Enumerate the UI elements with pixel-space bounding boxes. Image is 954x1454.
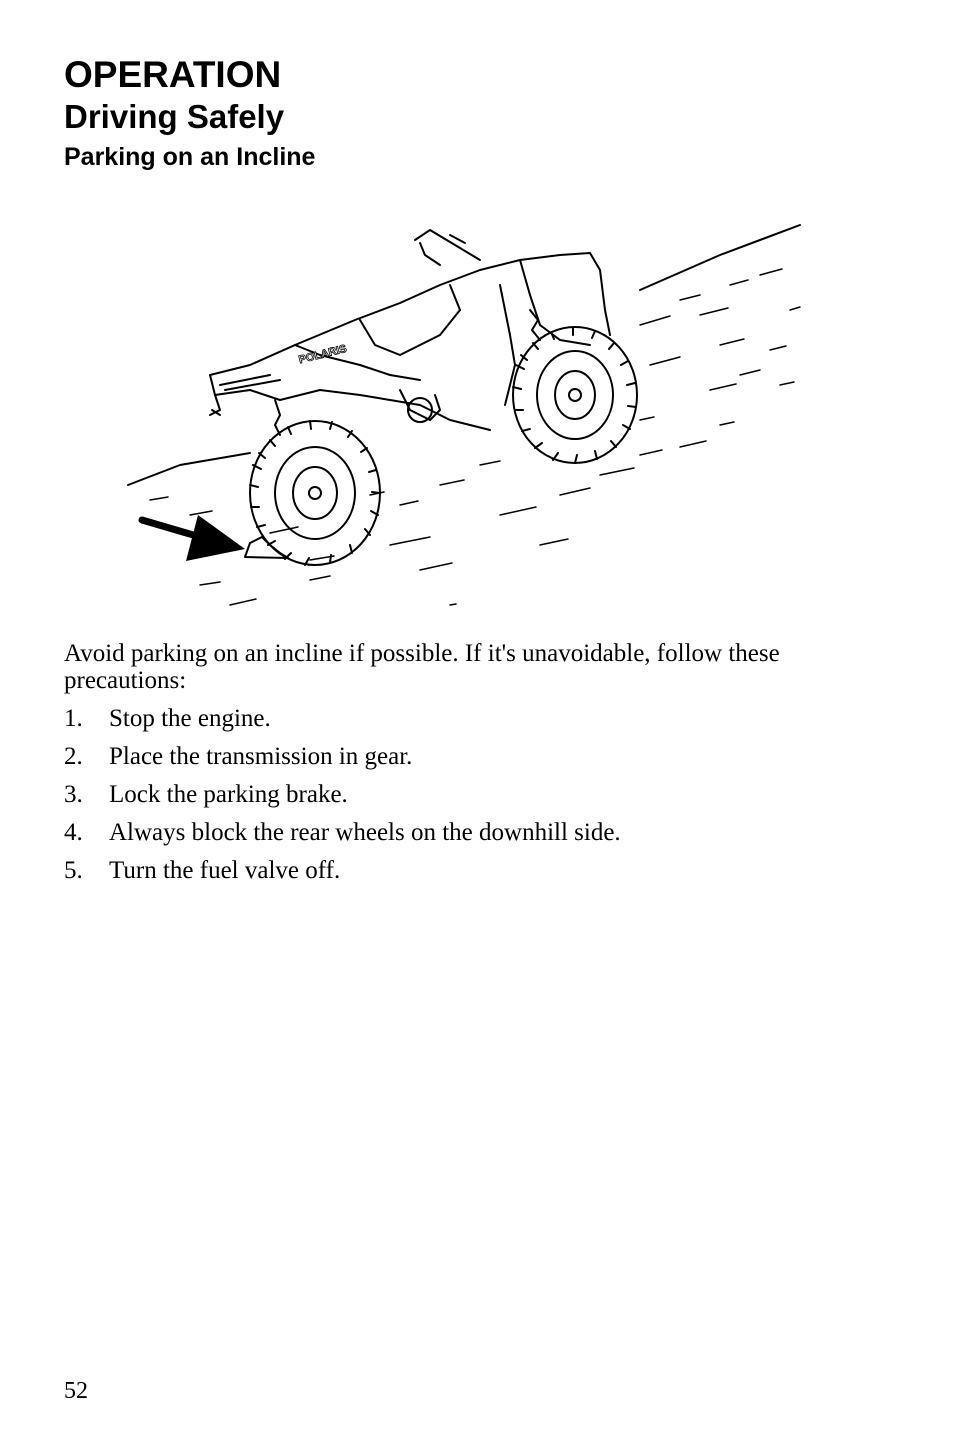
brand-text: POLARIS [297, 342, 348, 367]
arrow-icon [142, 515, 245, 561]
list-item [64, 742, 621, 780]
step-number: 4. [64, 819, 83, 846]
step-number: 3. [64, 781, 83, 808]
topic-title: Driving Safely [64, 98, 285, 135]
step-text: Turn the fuel valve off. [109, 857, 341, 884]
list-item [64, 704, 621, 742]
hill-slope-upper [640, 225, 800, 290]
page-number: 52 [64, 1378, 88, 1404]
step-text: Stop the engine. [109, 705, 271, 732]
step-number: 2. [64, 743, 83, 770]
section-title: OPERATION [64, 54, 282, 95]
step-text: Lock the parking brake. [109, 781, 348, 808]
hill-slope-line [128, 453, 250, 485]
list-item [64, 856, 621, 894]
intro-paragraph: Avoid parking on an incline if possible. If it's unavoidable, follow these precautions: [64, 640, 780, 694]
list-item [64, 780, 621, 818]
step-text: Place the transmission in gear. [109, 743, 413, 770]
subtopic-title: Parking on an Incline [64, 143, 316, 171]
ground-texture [150, 269, 800, 605]
step-number: 5. [64, 857, 83, 884]
step-number: 1. [64, 705, 83, 732]
wheel-block-icon [245, 537, 288, 558]
step-text: Always block the rear wheels on the downhill side. [109, 819, 621, 846]
atv-on-incline-illustration [120, 215, 810, 615]
list-item [64, 818, 621, 856]
front-wheel [513, 327, 637, 463]
precaution-steps-list [64, 704, 621, 894]
